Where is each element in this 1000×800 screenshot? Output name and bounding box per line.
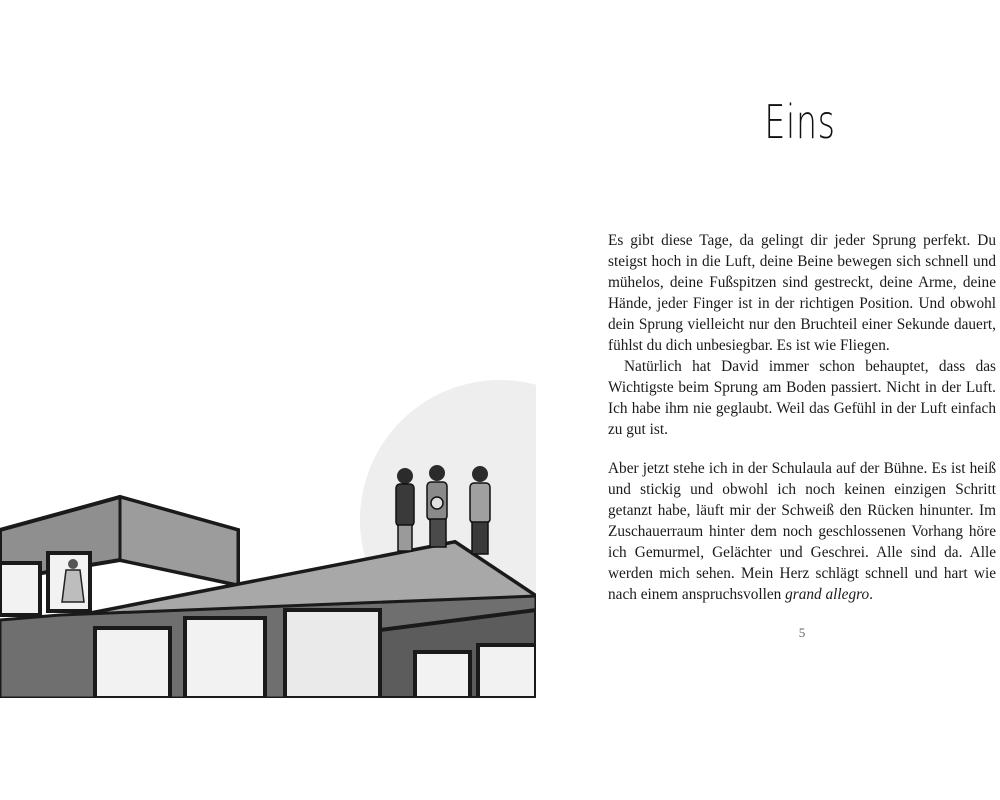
paragraph-3-italic: grand allegro (785, 586, 870, 603)
opening-section (608, 230, 996, 440)
paragraph-2: Natürlich hat David immer schon behauptet, dass das Wichtigste beim Sprung am Boden passiert. Nicht in der Luft. Ich habe ihm nie geglaubt. Weil das Gefühl in der Luft einfach zu gut ist. (608, 358, 996, 438)
rooftop-illustration (0, 370, 536, 698)
paragraph-3-text: Aber jetzt stehe ich in der Schulaula auf der Bühne. Es ist heiß und stickig und obwohl ich noch keinen einzigen Schritt getanzt habe, läuft mir der Schweiß den Rücken hinunter. Im Zuschauerraum hinter dem noch geschlossenen Vorhang höre ich Gemurmel, Gelächter und Geschrei. Alle sind da. Alle werden mich sehen. Mein Herz schlägt schnell und hart wie nach einem anspruchsvollen (608, 460, 996, 603)
chapter-title: Eins (764, 95, 836, 149)
paragraph-3-end: . (869, 586, 873, 603)
page-number: 5 (798, 625, 806, 640)
paragraph-1: Es gibt diese Tage, da gelingt dir jeder Sprung perfekt. Du steigst hoch in die Luft, deine Beine bewegen sich schnell und mühelos, deine Fußspitzen sind gestreckt, deine Arme, deine Hände, jeder Finger ist in der richtigen Position. Und obwohl dein Sprung vielleicht nur den Bruchteil einer Sekunde dauert, fühlst du dich unbesiegbar. Es ist wie Fliegen. (608, 232, 996, 354)
second-section (608, 458, 996, 605)
paragraph-3 (608, 458, 996, 605)
boy-left (396, 468, 414, 551)
